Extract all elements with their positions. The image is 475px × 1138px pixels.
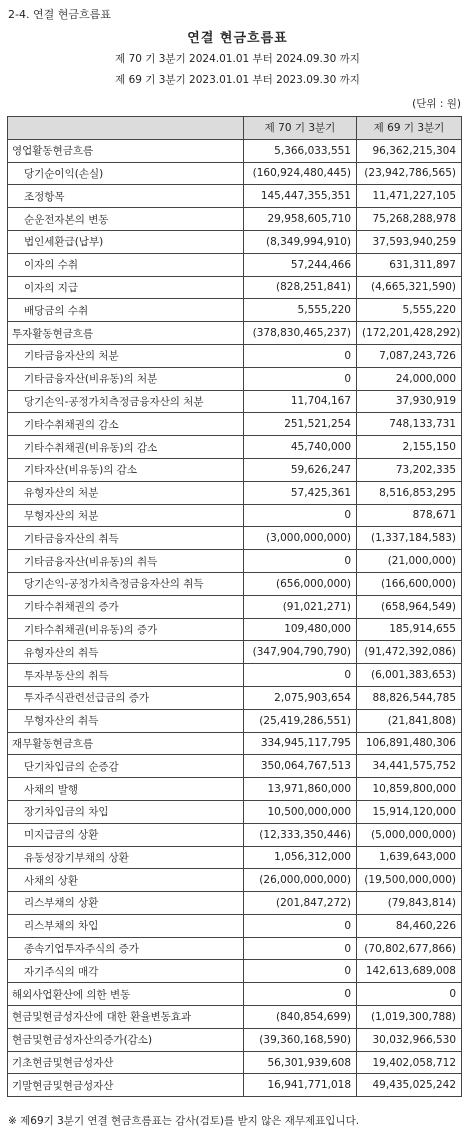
table-row [8, 709, 462, 732]
table-row [8, 1051, 462, 1074]
row-label: 사채의 상환 [8, 869, 244, 892]
value-prior: (4,665,321,590) [357, 276, 462, 299]
row-label: 법인세환급(납부) [8, 230, 244, 253]
value-current: 56,301,939,608 [244, 1051, 357, 1074]
value-prior: 142,613,689,008 [357, 960, 462, 983]
row-label: 종속기업투자주식의 증가 [8, 937, 244, 960]
row-label: 유동성장기부채의 상환 [8, 846, 244, 869]
table-row [8, 367, 462, 390]
value-prior: 37,593,940,259 [357, 230, 462, 253]
value-prior: 7,087,243,726 [357, 344, 462, 367]
row-label: 현금및현금성자산의증가(감소) [8, 1028, 244, 1051]
row-label: 리스부채의 상환 [8, 892, 244, 915]
table-row [8, 230, 462, 253]
value-current: 251,521,254 [244, 413, 357, 436]
value-current: 0 [244, 550, 357, 573]
row-label: 기타수취채권(비유동)의 감소 [8, 436, 244, 459]
value-prior: (658,964,549) [357, 595, 462, 618]
value-prior: 84,460,226 [357, 914, 462, 937]
value-prior: 34,441,575,752 [357, 755, 462, 778]
row-label: 투자활동현금흐름 [8, 322, 244, 345]
row-label: 미지급금의 상환 [8, 823, 244, 846]
table-row [8, 413, 462, 436]
row-label: 당기손익-공정가치측정금융자산의 취득 [8, 572, 244, 595]
table-row [8, 185, 462, 208]
value-prior: (21,000,000) [357, 550, 462, 573]
value-current: 0 [244, 367, 357, 390]
value-current: (8,349,994,910) [244, 230, 357, 253]
row-label: 투자주식관련선급금의 증가 [8, 686, 244, 709]
value-prior: (79,843,814) [357, 892, 462, 915]
value-prior: 878,671 [357, 504, 462, 527]
value-prior: (23,942,786,565) [357, 162, 462, 185]
table-row [8, 527, 462, 550]
value-current: (828,251,841) [244, 276, 357, 299]
table-row [8, 823, 462, 846]
value-current: 45,740,000 [244, 436, 357, 459]
value-current: 57,425,361 [244, 481, 357, 504]
row-label: 기타수취채권의 증가 [8, 595, 244, 618]
table-row [8, 664, 462, 687]
row-label: 자기주식의 매각 [8, 960, 244, 983]
value-current: (25,419,286,551) [244, 709, 357, 732]
value-current: 0 [244, 914, 357, 937]
table-row [8, 641, 462, 664]
row-label: 해외사업환산에 의한 변동 [8, 983, 244, 1006]
value-current: 0 [244, 983, 357, 1006]
row-label: 기타수취채권의 감소 [8, 413, 244, 436]
row-label: 투자부동산의 취득 [8, 664, 244, 687]
table-row [8, 1028, 462, 1051]
row-label: 순운전자본의 변동 [8, 208, 244, 231]
value-prior: (1,019,300,788) [357, 1006, 462, 1029]
row-label: 재무활동현금흐름 [8, 732, 244, 755]
table-row [8, 504, 462, 527]
row-label: 장기차입금의 차입 [8, 800, 244, 823]
value-prior: 185,914,655 [357, 618, 462, 641]
row-label: 리스부채의 차입 [8, 914, 244, 937]
row-label: 이자의 지급 [8, 276, 244, 299]
row-label: 기타금융자산(비유동)의 취득 [8, 550, 244, 573]
table-row [8, 846, 462, 869]
value-current: 1,056,312,000 [244, 846, 357, 869]
table-body [8, 139, 462, 1096]
row-label: 현금및현금성자산에 대한 환율변동효과 [8, 1006, 244, 1029]
row-label: 기초현금및현금성자산 [8, 1051, 244, 1074]
value-current: (201,847,272) [244, 892, 357, 915]
value-prior: 15,914,120,000 [357, 800, 462, 823]
row-label: 유형자산의 처분 [8, 481, 244, 504]
table-header-row [8, 117, 462, 140]
value-current: 59,626,247 [244, 458, 357, 481]
value-prior: 96,362,215,304 [357, 139, 462, 162]
table-row [8, 458, 462, 481]
value-prior: 73,202,335 [357, 458, 462, 481]
value-prior: (5,000,000,000) [357, 823, 462, 846]
value-current: 0 [244, 937, 357, 960]
value-prior: 37,930,919 [357, 390, 462, 413]
value-current: (12,333,350,446) [244, 823, 357, 846]
value-current: 16,941,771,018 [244, 1074, 357, 1097]
period-current: 제 70 기 3분기 2024.01.01 부터 2024.09.30 까지 [115, 53, 360, 65]
table-row [8, 755, 462, 778]
value-current: (378,830,465,237) [244, 322, 357, 345]
table-row [8, 436, 462, 459]
value-current: (91,021,271) [244, 595, 357, 618]
table-row [8, 481, 462, 504]
value-prior: 75,268,288,978 [357, 208, 462, 231]
table-row [8, 162, 462, 185]
row-label: 기타수취채권(비유동)의 증가 [8, 618, 244, 641]
value-current: (656,000,000) [244, 572, 357, 595]
value-prior: (172,201,428,292) [357, 322, 462, 345]
value-current: 334,945,117,795 [244, 732, 357, 755]
value-current: 0 [244, 504, 357, 527]
header-current-period: 제 70 기 3분기 [244, 117, 357, 140]
table-row [8, 1006, 462, 1029]
value-current: 109,480,000 [244, 618, 357, 641]
table-row [8, 253, 462, 276]
row-label: 조정항목 [8, 185, 244, 208]
footnote: ※ 제69기 3분기 연결 현금흐름표는 감사(검토)를 받지 않은 재무제표입니다. [8, 1115, 360, 1127]
table-row [8, 732, 462, 755]
value-current: (160,924,480,445) [244, 162, 357, 185]
statement-title: 연결 현금흐름표 [187, 31, 288, 46]
row-label: 사채의 발행 [8, 778, 244, 801]
table-row [8, 778, 462, 801]
row-label: 유형자산의 취득 [8, 641, 244, 664]
row-label: 단기차입금의 순증감 [8, 755, 244, 778]
unit-label: (단위 : 원) [412, 98, 461, 110]
value-prior: 8,516,853,295 [357, 481, 462, 504]
table-row [8, 892, 462, 915]
value-current: 13,971,860,000 [244, 778, 357, 801]
value-prior: (70,802,677,866) [357, 937, 462, 960]
row-label: 영업활동현금흐름 [8, 139, 244, 162]
row-label: 무형자산의 취득 [8, 709, 244, 732]
row-label: 당기순이익(손실) [8, 162, 244, 185]
value-prior: 30,032,966,530 [357, 1028, 462, 1051]
table-row [8, 618, 462, 641]
value-current: 5,555,220 [244, 299, 357, 322]
value-current: 11,704,167 [244, 390, 357, 413]
value-prior: 49,435,025,242 [357, 1074, 462, 1097]
table-row [8, 937, 462, 960]
header-prior-period: 제 69 기 3분기 [357, 117, 462, 140]
value-current: 29,958,605,710 [244, 208, 357, 231]
row-label: 기타금융자산(비유동)의 처분 [8, 367, 244, 390]
table-row [8, 550, 462, 573]
row-label: 기타금융자산의 처분 [8, 344, 244, 367]
value-prior: 19,402,058,712 [357, 1051, 462, 1074]
table-row [8, 914, 462, 937]
value-prior: 2,155,150 [357, 436, 462, 459]
table-row [8, 276, 462, 299]
value-prior: (6,001,383,653) [357, 664, 462, 687]
value-prior: 11,471,227,105 [357, 185, 462, 208]
value-current: 145,447,355,351 [244, 185, 357, 208]
table-row [8, 344, 462, 367]
row-label: 배당금의 수취 [8, 299, 244, 322]
value-prior: (91,472,392,086) [357, 641, 462, 664]
row-label: 기타자산(비유동)의 감소 [8, 458, 244, 481]
table-row [8, 139, 462, 162]
value-current: 5,366,033,551 [244, 139, 357, 162]
value-current: (26,000,000,000) [244, 869, 357, 892]
value-prior: 24,000,000 [357, 367, 462, 390]
cash-flow-table [7, 116, 462, 1097]
value-prior: 88,826,544,785 [357, 686, 462, 709]
value-current: 57,244,466 [244, 253, 357, 276]
value-current: 10,500,000,000 [244, 800, 357, 823]
row-label: 당기손익-공정가치측정금융자산의 처분 [8, 390, 244, 413]
table-row [8, 322, 462, 345]
value-current: (3,000,000,000) [244, 527, 357, 550]
value-prior: 5,555,220 [357, 299, 462, 322]
table-row [8, 686, 462, 709]
table-row [8, 208, 462, 231]
value-current: (347,904,790,790) [244, 641, 357, 664]
value-current: 0 [244, 344, 357, 367]
table-row [8, 390, 462, 413]
table-row [8, 869, 462, 892]
value-current: 0 [244, 960, 357, 983]
row-label: 기말현금및현금성자산 [8, 1074, 244, 1097]
value-current: 0 [244, 664, 357, 687]
row-label: 무형자산의 처분 [8, 504, 244, 527]
row-label: 기타금융자산의 취득 [8, 527, 244, 550]
table-row [8, 983, 462, 1006]
value-prior: (21,841,808) [357, 709, 462, 732]
value-prior: (1,337,184,583) [357, 527, 462, 550]
value-prior: 1,639,643,000 [357, 846, 462, 869]
value-prior: (166,600,000) [357, 572, 462, 595]
table-row [8, 1074, 462, 1097]
value-prior: 10,859,800,000 [357, 778, 462, 801]
table-row [8, 595, 462, 618]
value-prior: 631,311,897 [357, 253, 462, 276]
section-heading: 2-4. 연결 현금흐름표 [8, 8, 111, 21]
table-row [8, 800, 462, 823]
value-current: 350,064,767,513 [244, 755, 357, 778]
value-current: (840,854,699) [244, 1006, 357, 1029]
period-prior: 제 69 기 3분기 2023.01.01 부터 2023.09.30 까지 [115, 74, 360, 86]
value-prior: 106,891,480,306 [357, 732, 462, 755]
value-current: 2,075,903,654 [244, 686, 357, 709]
table-row [8, 572, 462, 595]
value-prior: 0 [357, 983, 462, 1006]
table-row [8, 299, 462, 322]
value-prior: (19,500,000,000) [357, 869, 462, 892]
table-row [8, 960, 462, 983]
value-prior: 748,133,731 [357, 413, 462, 436]
value-current: (39,360,168,590) [244, 1028, 357, 1051]
header-blank [8, 117, 244, 140]
row-label: 이자의 수취 [8, 253, 244, 276]
